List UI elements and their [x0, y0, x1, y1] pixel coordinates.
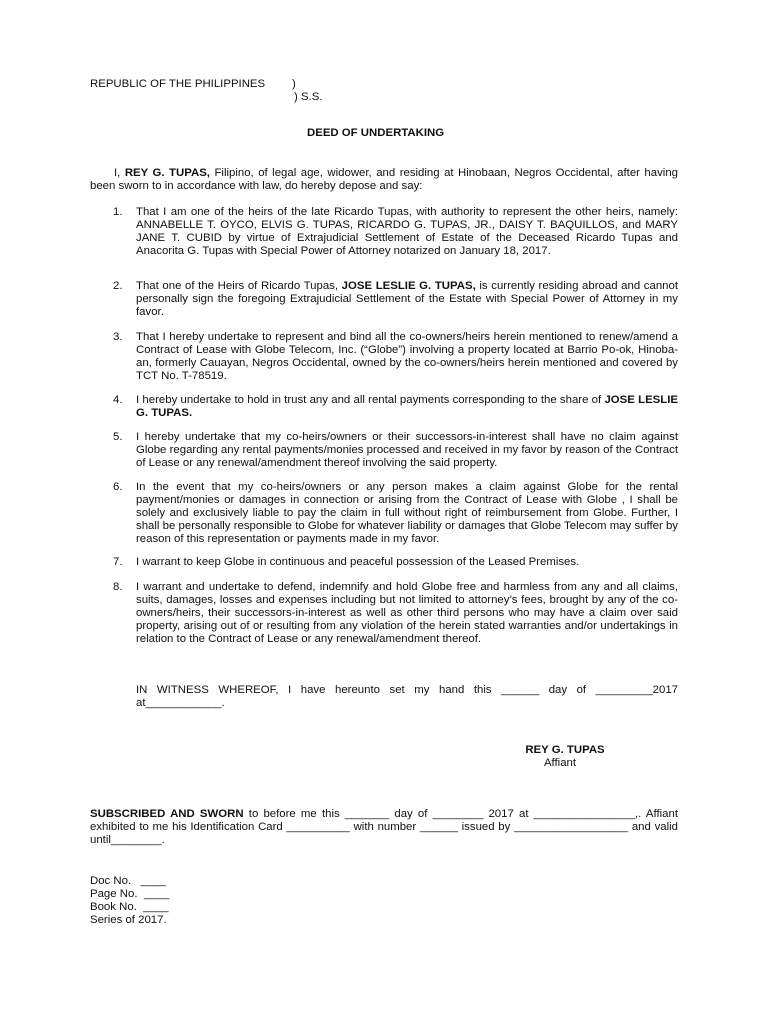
- item-paragraph: [136, 431, 678, 470]
- item-text: In the event that my co-heirs/owners or any person makes a claim against Globe for the rental payment/monies or damages in connection or arising from the Contract of Lease with Globe , I shall be solely and exclusively liable to pay the claim in full without right of reimbursement from Globe. Further, I shall be personally responsible to Globe for whatever liability or damages that Globe Telecom may suffer by reason of this representation or payments made in my favor.: [136, 481, 678, 545]
- item-number: 1.: [113, 206, 123, 218]
- item-text: That one of the Heirs of Ricardo Tupas,: [136, 280, 342, 292]
- item-text: That I hereby undertake to represent and bind all the co-owners/heirs herein mentioned to renew/amend a Contract of Lease with Globe Telecom, Inc. (“Globe”) involving a property located at Barrio Po-ok, Hinoba-an, formerly Cauayan, Negros Occidental, owned by the co-owners/heirs herein mentioned and covered by TCT No. T-78519.: [136, 331, 678, 382]
- item-number: 6.: [113, 481, 123, 493]
- item-number: 7.: [113, 556, 123, 568]
- item-bold: JOSE LESLIE G. TUPAS,: [341, 280, 476, 292]
- doc-no: Doc No. ____: [90, 875, 166, 887]
- page-no: Page No. ____: [90, 888, 170, 900]
- item-text: I warrant and undertake to defend, indemnify and hold Globe free and harmless from any and all claims, suits, damages, losses and expenses including but not limited to attorney’s fees, brought by any of the co-owners/heirs, their successors-in-interest as well as other third persons who may have a claim over said property, arising out of or resulting from any violation of the herein stated warranties and/or undertakings in relation to the Contract of Lease or any renewal/amendment thereof.: [136, 581, 678, 645]
- item-text: I hereby undertake to hold in trust any and all rental payments corresponding to the share of: [136, 394, 605, 406]
- republic-header: REPUBLIC OF THE PHILIPPINES: [90, 78, 266, 90]
- witness-paragraph: IN WITNESS WHEREOF, I have hereunto set my hand this ______ day of _________2017 at____________.: [136, 684, 678, 709]
- affiant-name-intro: REY G. TUPAS,: [124, 167, 210, 179]
- intro-paragraph: [90, 167, 678, 193]
- intro-text: Filipino, of legal age, widower, and residing at Hinobaan, Negros Occidental, after having been sworn to in accordance with law, do hereby depose and say:: [90, 167, 678, 192]
- document-title: DEED OF UNDERTAKING: [307, 127, 445, 139]
- item-paragraph: [136, 556, 678, 569]
- jurat-text: to before me this _______ day of ________ 2017 at ________________,. Affiant exhibited to me his Identification Card __________ with number ______ issued by __________________ and valid until________.: [90, 808, 678, 846]
- item-paragraph: [136, 394, 678, 420]
- item-paragraph: [136, 331, 678, 383]
- affiant-role: Affiant: [543, 757, 577, 769]
- item-paragraph: [136, 581, 678, 646]
- series: Series of 2017.: [90, 914, 167, 926]
- item-paragraph: [136, 206, 678, 258]
- item-number: 3.: [113, 331, 123, 343]
- book-no: Book No. ____: [90, 901, 169, 913]
- ss-label: ) S.S.: [294, 91, 323, 103]
- item-bold: JOSE LESLIE G. TUPAS.: [136, 394, 678, 419]
- item-number: 4.: [113, 394, 123, 406]
- item-paragraph: [136, 481, 678, 546]
- item-number: 2.: [113, 280, 123, 292]
- jurat-paragraph: [90, 808, 678, 847]
- item-number: 8.: [113, 581, 123, 593]
- item-text: I hereby undertake that my co-heirs/owners or their successors-in-interest shall have no claim against Globe regarding any rental payments/monies processed and received in my favor by reason of the Contract of Lease or any renewal/amendment thereof involving the said property.: [136, 431, 678, 469]
- item-text-post: is currently residing abroad and cannot personally sign the foregoing Extrajudicial Settlement of the Estate with Special Power of Attorney in my favor.: [136, 280, 678, 318]
- item-text: I warrant to keep Globe in continuous and peaceful possession of the Leased Premises.: [136, 556, 580, 568]
- item-number: 5.: [113, 431, 123, 443]
- intro-i: I,: [114, 167, 125, 179]
- item-paragraph: [136, 280, 678, 319]
- affiant-signature-name: REY G. TUPAS: [525, 744, 605, 756]
- jurat-bold: SUBSCRIBED AND SWORN: [90, 808, 244, 820]
- item-text: That I am one of the heirs of the late Ricardo Tupas, with authority to represent the other heirs, namely: ANNABELLE T. OYCO, ELVIS G. TUPAS, RICARDO G. TUPAS, JR., DAISY T. BAQUILLOS, and MARY JANE T. CUBID by virtue of Extrajudicial Settlement of Estate of the Deceased Ricardo Tupas and Anacorita G. Tupas with Special Power of Attorney notarized on January 18, 2017.: [136, 206, 678, 257]
- venue-paren: ): [292, 78, 296, 90]
